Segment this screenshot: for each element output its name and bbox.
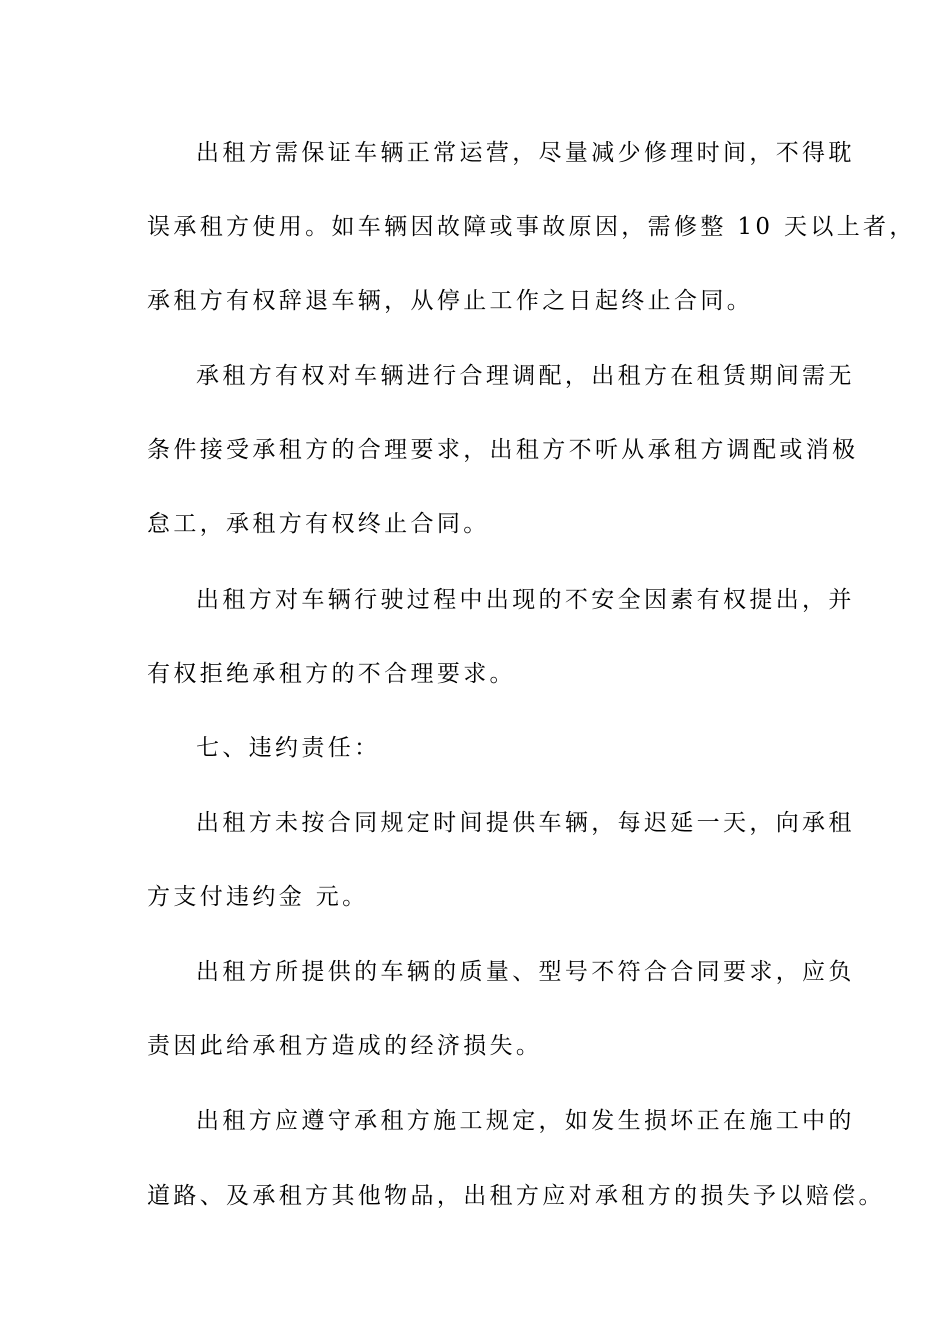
text-line: 道路、及承租方其他物品，出租方应对承租方的损失予以赔偿。 [147, 1183, 885, 1209]
text-line: 出租方应遵守承租方施工规定，如发生损坏正在施工中的 [196, 1108, 855, 1134]
text-line: 出租方需保证车辆正常运营，尽量减少修理时间，不得耽 [196, 140, 855, 166]
text-line: 误承租方使用。如车辆因故障或事故原因，需修整 10 天以上者， [147, 214, 916, 240]
text-line: 承租方有权辞退车辆，从停止工作之日起终止合同。 [147, 288, 754, 314]
text-line: 出租方所提供的车辆的质量、型号不符合合同要求，应负 [196, 959, 855, 985]
text-line: 出租方对车辆行驶过程中出现的不安全因素有权提出，并 [196, 587, 855, 613]
section-heading: 七、违约责任： [196, 735, 381, 761]
text-line: 怠工，承租方有权终止合同。 [147, 511, 490, 537]
text-line: 有权拒绝承租方的不合理要求。 [147, 661, 516, 687]
text-line: 承租方有权对车辆进行合理调配，出租方在租赁期间需无 [196, 363, 855, 389]
text-line: 责因此给承租方造成的经济损失。 [147, 1033, 543, 1059]
text-line: 条件接受承租方的合理要求，出租方不听从承租方调配或消极 [147, 437, 859, 463]
text-line: 方支付违约金 元。 [147, 884, 369, 910]
text-line: 出租方未按合同规定时间提供车辆，每迟延一天，向承租 [196, 810, 855, 836]
